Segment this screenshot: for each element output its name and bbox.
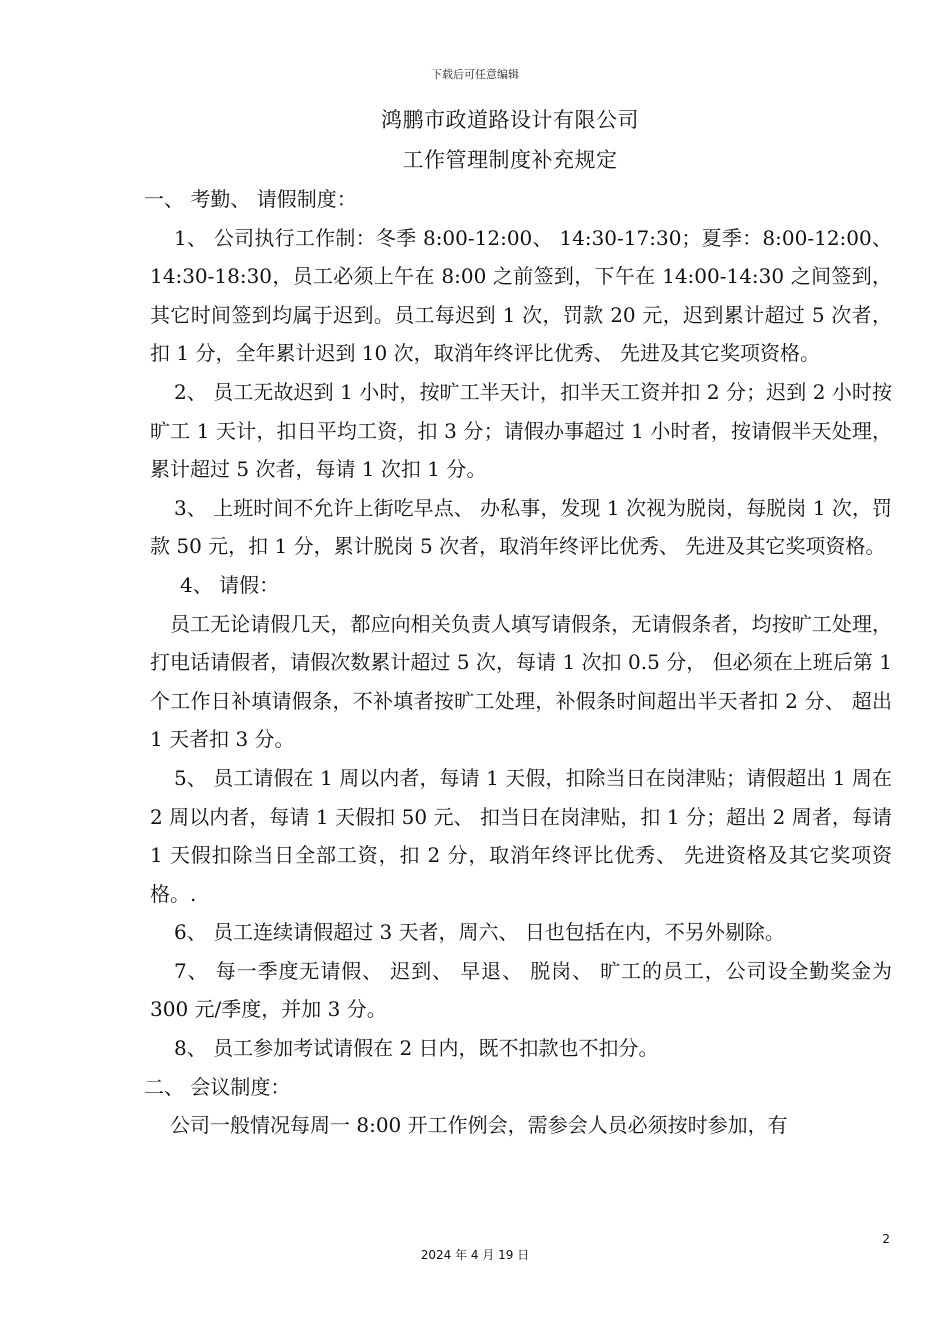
document-body xyxy=(144,180,892,1145)
paragraph-meeting-rules: 公司一般情况每周一 8:00 开工作例会，需参会人员必须按时参加，有 xyxy=(170,1113,788,1138)
paragraph-leave-rules: 员工无论请假几天，都应向相关负责人填写请假条，无请假条者，均按旷工处理，打电话请假者，请假次数累计超过 5 次，每请 1 次扣 0.5 分， 但必须在上班后第 1 个工作日补填请假条，不补填者按旷工处理，补假条时间超出半天者扣 2 分、 超出 1 天者扣 3 分。 xyxy=(150,611,892,752)
section-heading-meeting: 二、 会议制度： xyxy=(144,1074,291,1099)
document-title: 工作管理制度补充规定 xyxy=(402,148,618,172)
footer-date: 2024 年 4 月 19 日 xyxy=(420,1248,530,1262)
paragraph-item-1: 1、 公司执行工作制：冬季 8:00-12:00、 14:30-17:30；夏季：8:00-12:00、 14:30-18:30，员工必须上午在 8:00 之前签到，下午在 14:00-14:30 之间签到，其它时间签到均属于迟到。员工每迟到 1 次，罚款 20 元，迟到累计超过 5 次者，扣 1 分，全年累计迟到 10 次，取消年终评比优秀、 先进及其它奖项资格。 xyxy=(150,225,892,366)
header-note: 下载后可任意编辑 xyxy=(431,68,519,81)
paragraph-item-5: 5、 员工请假在 1 周以内者，每请 1 天假，扣除当日在岗津贴；请假超出 1 周在 2 周以内者，每请 1 天假扣 50 元、 扣当日在岗津贴，扣 1 分；超出 2 周者，每请 1 天假扣除当日全部工资，扣 2 分，取消年终评比优秀、 先进资格及其它奖项资格。. xyxy=(150,765,892,906)
paragraph-item-7: 7、 每一季度无请假、 迟到、 早退、 脱岗、 旷工的员工，公司设全勤奖金为 300 元/季度，并加 3 分。 xyxy=(150,958,892,1022)
section-heading-attendance: 一、 考勤、 请假制度： xyxy=(144,187,357,211)
paragraph-item-4-heading: 4、 请假： xyxy=(180,572,280,597)
page-number: 2 xyxy=(882,1232,890,1246)
paragraph-item-3: 3、 上班时间不允许上街吃早点、 办私事，发现 1 次视为脱岗，每脱岗 1 次，罚款 50 元，扣 1 分，累计脱岗 5 次者，取消年终评比优秀、 先进及其它奖项资格。 xyxy=(150,495,892,559)
paragraph-item-2: 2、 员工无故迟到 1 小时，按旷工半天计，扣半天工资并扣 2 分；迟到 2 小时按旷工 1 天计，扣日平均工资，扣 3 分；请假办事超过 1 小时者，按请假半天处理，累计超过 5 次者，每请 1 次扣 1 分。 xyxy=(150,379,892,482)
paragraph-item-8: 8、 员工参加考试请假在 2 日内，既不扣款也不扣分。 xyxy=(174,1036,659,1061)
paragraph-item-6: 6、 员工连续请假超过 3 天者，周六、 日也包括在内，不另外剔除。 xyxy=(174,920,785,945)
company-title: 鸿鹏市政道路设计有限公司 xyxy=(381,108,639,132)
